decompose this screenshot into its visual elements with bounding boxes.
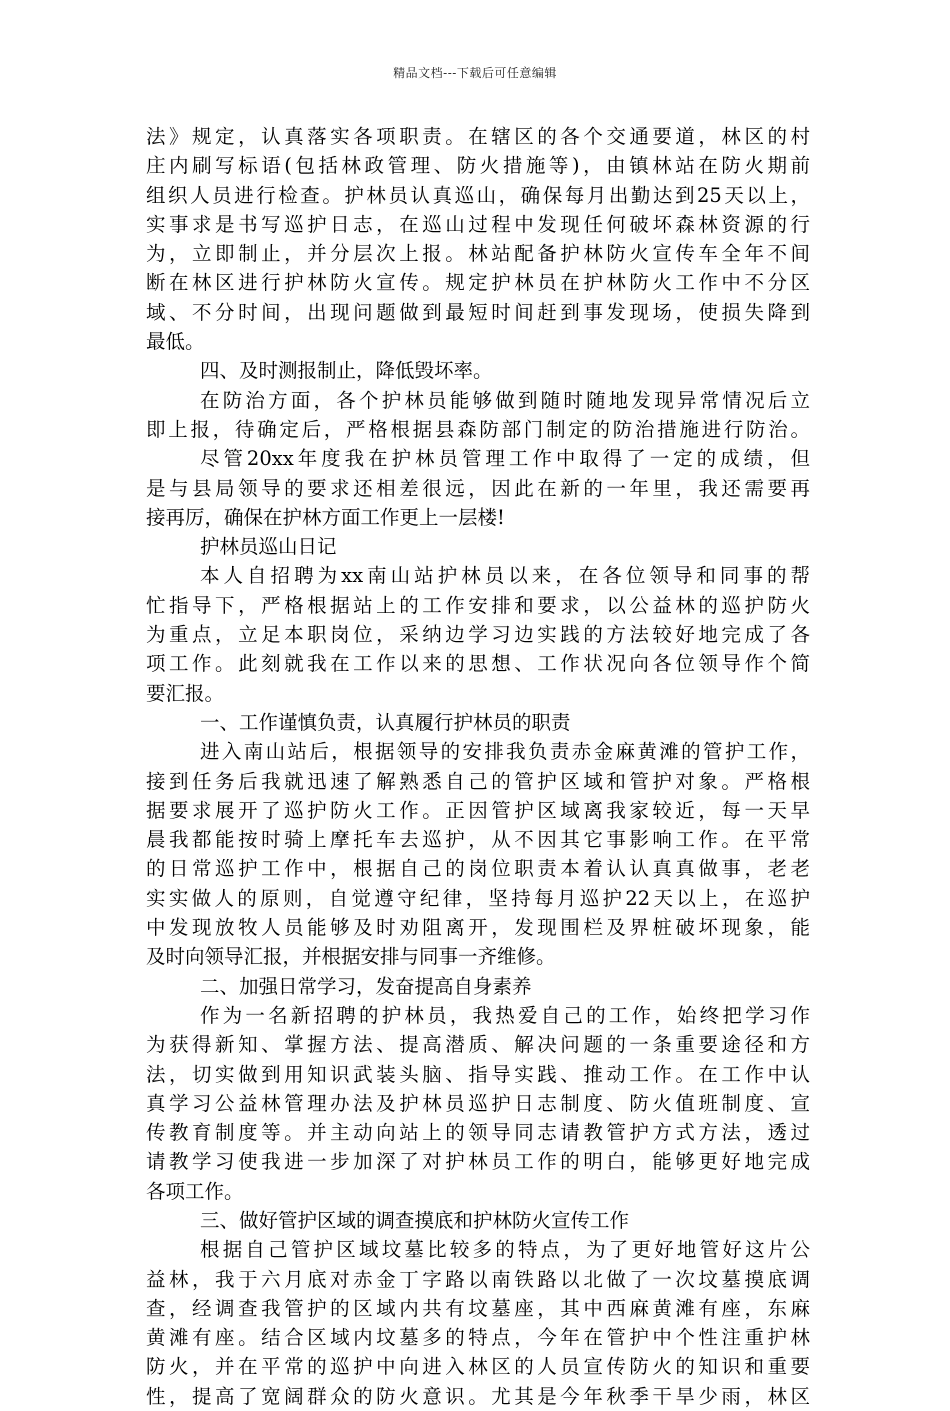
text-line: 根据自己管护区域坟墓比较多的特点，为了更好地管好这片公 <box>200 1238 810 1262</box>
text-line: 组织人员进行检查。护林员认真巡山，确保每月出勤达到25天以上， <box>146 183 810 207</box>
text-line: 域、不分时间，出现问题做到最短时间赶到事发现场，使损失降到 <box>146 300 810 324</box>
text-line: 护林员巡山日记 <box>200 535 337 559</box>
text-line: 各项工作。 <box>146 1179 244 1203</box>
text-line: 据要求展开了巡护防火工作。正因管护区域离我家较近，每一天早 <box>146 798 810 822</box>
text-line: 要汇报。 <box>146 681 225 705</box>
text-line: 法，切实做到用知识武装头脑、指导实践、推动工作。在工作中认 <box>146 1062 810 1086</box>
text-line: 实事求是书写巡护日志，在巡山过程中发现任何破坏森林资源的行 <box>146 212 810 236</box>
text-line: 的日常巡护工作中，根据自己的岗位职责本着认认真真做事，老老 <box>146 857 810 881</box>
text-line: 进入南山站后，根据领导的安排我负责赤金麻黄滩的管护工作， <box>200 740 810 764</box>
text-line: 是与县局领导的要求还相差很远，因此在新的一年里，我还需要再 <box>146 476 810 500</box>
text-line: 真学习公益林管理办法及护林员巡护日志制度、防火值班制度、宣 <box>146 1091 810 1115</box>
text-line: 为重点，立足本职岗位，采纳边学习边实践的方法较好地完成了各 <box>146 623 810 647</box>
text-line: 接再厉，确保在护林方面工作更上一层楼! <box>146 505 505 529</box>
text-line: 接到任务后我就迅速了解熟悉自己的管护区域和管护对象。严格根 <box>146 769 810 793</box>
text-line: 查，经调查我管护的区域内共有坟墓座，其中西麻黄滩有座，东麻 <box>146 1296 810 1320</box>
text-line: 四、及时测报制止，降低毁坏率。 <box>200 359 493 383</box>
text-line: 二、加强日常学习，发奋提高自身素养 <box>200 974 532 998</box>
text-line: 传教育制度等。并主动向站上的领导同志请教管护方式方法，透过 <box>146 1121 810 1145</box>
text-line: 为获得新知、掌握方法、提高潜质、解决问题的一条重要途径和方 <box>146 1033 810 1057</box>
text-line: 即上报，待确定后，严格根据县森防部门制定的防治措施进行防治。 <box>146 417 810 441</box>
text-line: 三、做好管护区域的调查摸底和护林防火宣传工作 <box>200 1208 630 1232</box>
text-line: 庄内刷写标语(包括林政管理、防火措施等)，由镇林站在防火期前 <box>146 154 810 178</box>
text-line: 及时向领导汇报，并根据安排与同事一齐维修。 <box>146 945 556 969</box>
text-line: 性，提高了宽阔群众的防火意识。尤其是今年秋季干旱少雨，林区 <box>146 1384 810 1408</box>
text-line: 本人自招聘为xx南山站护林员以来，在各位领导和同事的帮 <box>200 564 810 588</box>
text-line: 法》规定，认真落实各项职责。在辖区的各个交通要道，林区的村 <box>146 125 810 148</box>
text-line: 实实做人的原则，自觉遵守纪律，坚持每月巡护22天以上，在巡护 <box>146 886 810 910</box>
text-line: 请教学习使我进一步加深了对护林员工作的明白，能够更好地完成 <box>146 1150 810 1174</box>
text-line: 最低。 <box>146 330 205 354</box>
text-line: 防火，并在平常的巡护中向进入林区的人员宣传防火的知识和重要 <box>146 1355 810 1379</box>
text-line: 中发现放牧人员能够及时劝阻离开，发现围栏及界桩破坏现象，能 <box>146 916 810 940</box>
text-line: 尽管20xx年度我在护林员管理工作中取得了一定的成绩，但 <box>200 447 810 471</box>
text-line: 益林，我于六月底对赤金丁字路以南铁路以北做了一次坟墓摸底调 <box>146 1267 810 1291</box>
document-body <box>146 122 810 1411</box>
text-line: 断在林区进行护林防火宣传。规定护林员在护林防火工作中不分区 <box>146 271 810 295</box>
text-line: 一、工作谨慎负责，认真履行护林员的职责 <box>200 710 571 734</box>
text-line: 黄滩有座。结合区域内坟墓多的特点，今年在管护中个性注重护林 <box>146 1326 810 1350</box>
text-line: 项工作。此刻就我在工作以来的思想、工作状况向各位领导作个简 <box>146 652 810 676</box>
text-line: 在防治方面，各个护林员能够做到随时随地发现异常情况后立 <box>200 388 810 412</box>
text-line: 作为一名新招聘的护林员，我热爱自己的工作，始终把学习作 <box>200 1003 810 1027</box>
text-line: 忙指导下，严格根据站上的工作安排和要求，以公益林的巡护防火 <box>146 593 810 617</box>
page-header: 精品文档---下载后可任意编辑 <box>393 66 557 80</box>
text-line: 为，立即制止，并分层次上报。林站配备护林防火宣传车全年不间 <box>146 242 810 266</box>
text-line: 晨我都能按时骑上摩托车去巡护，从不因其它事影响工作。在平常 <box>146 828 810 852</box>
